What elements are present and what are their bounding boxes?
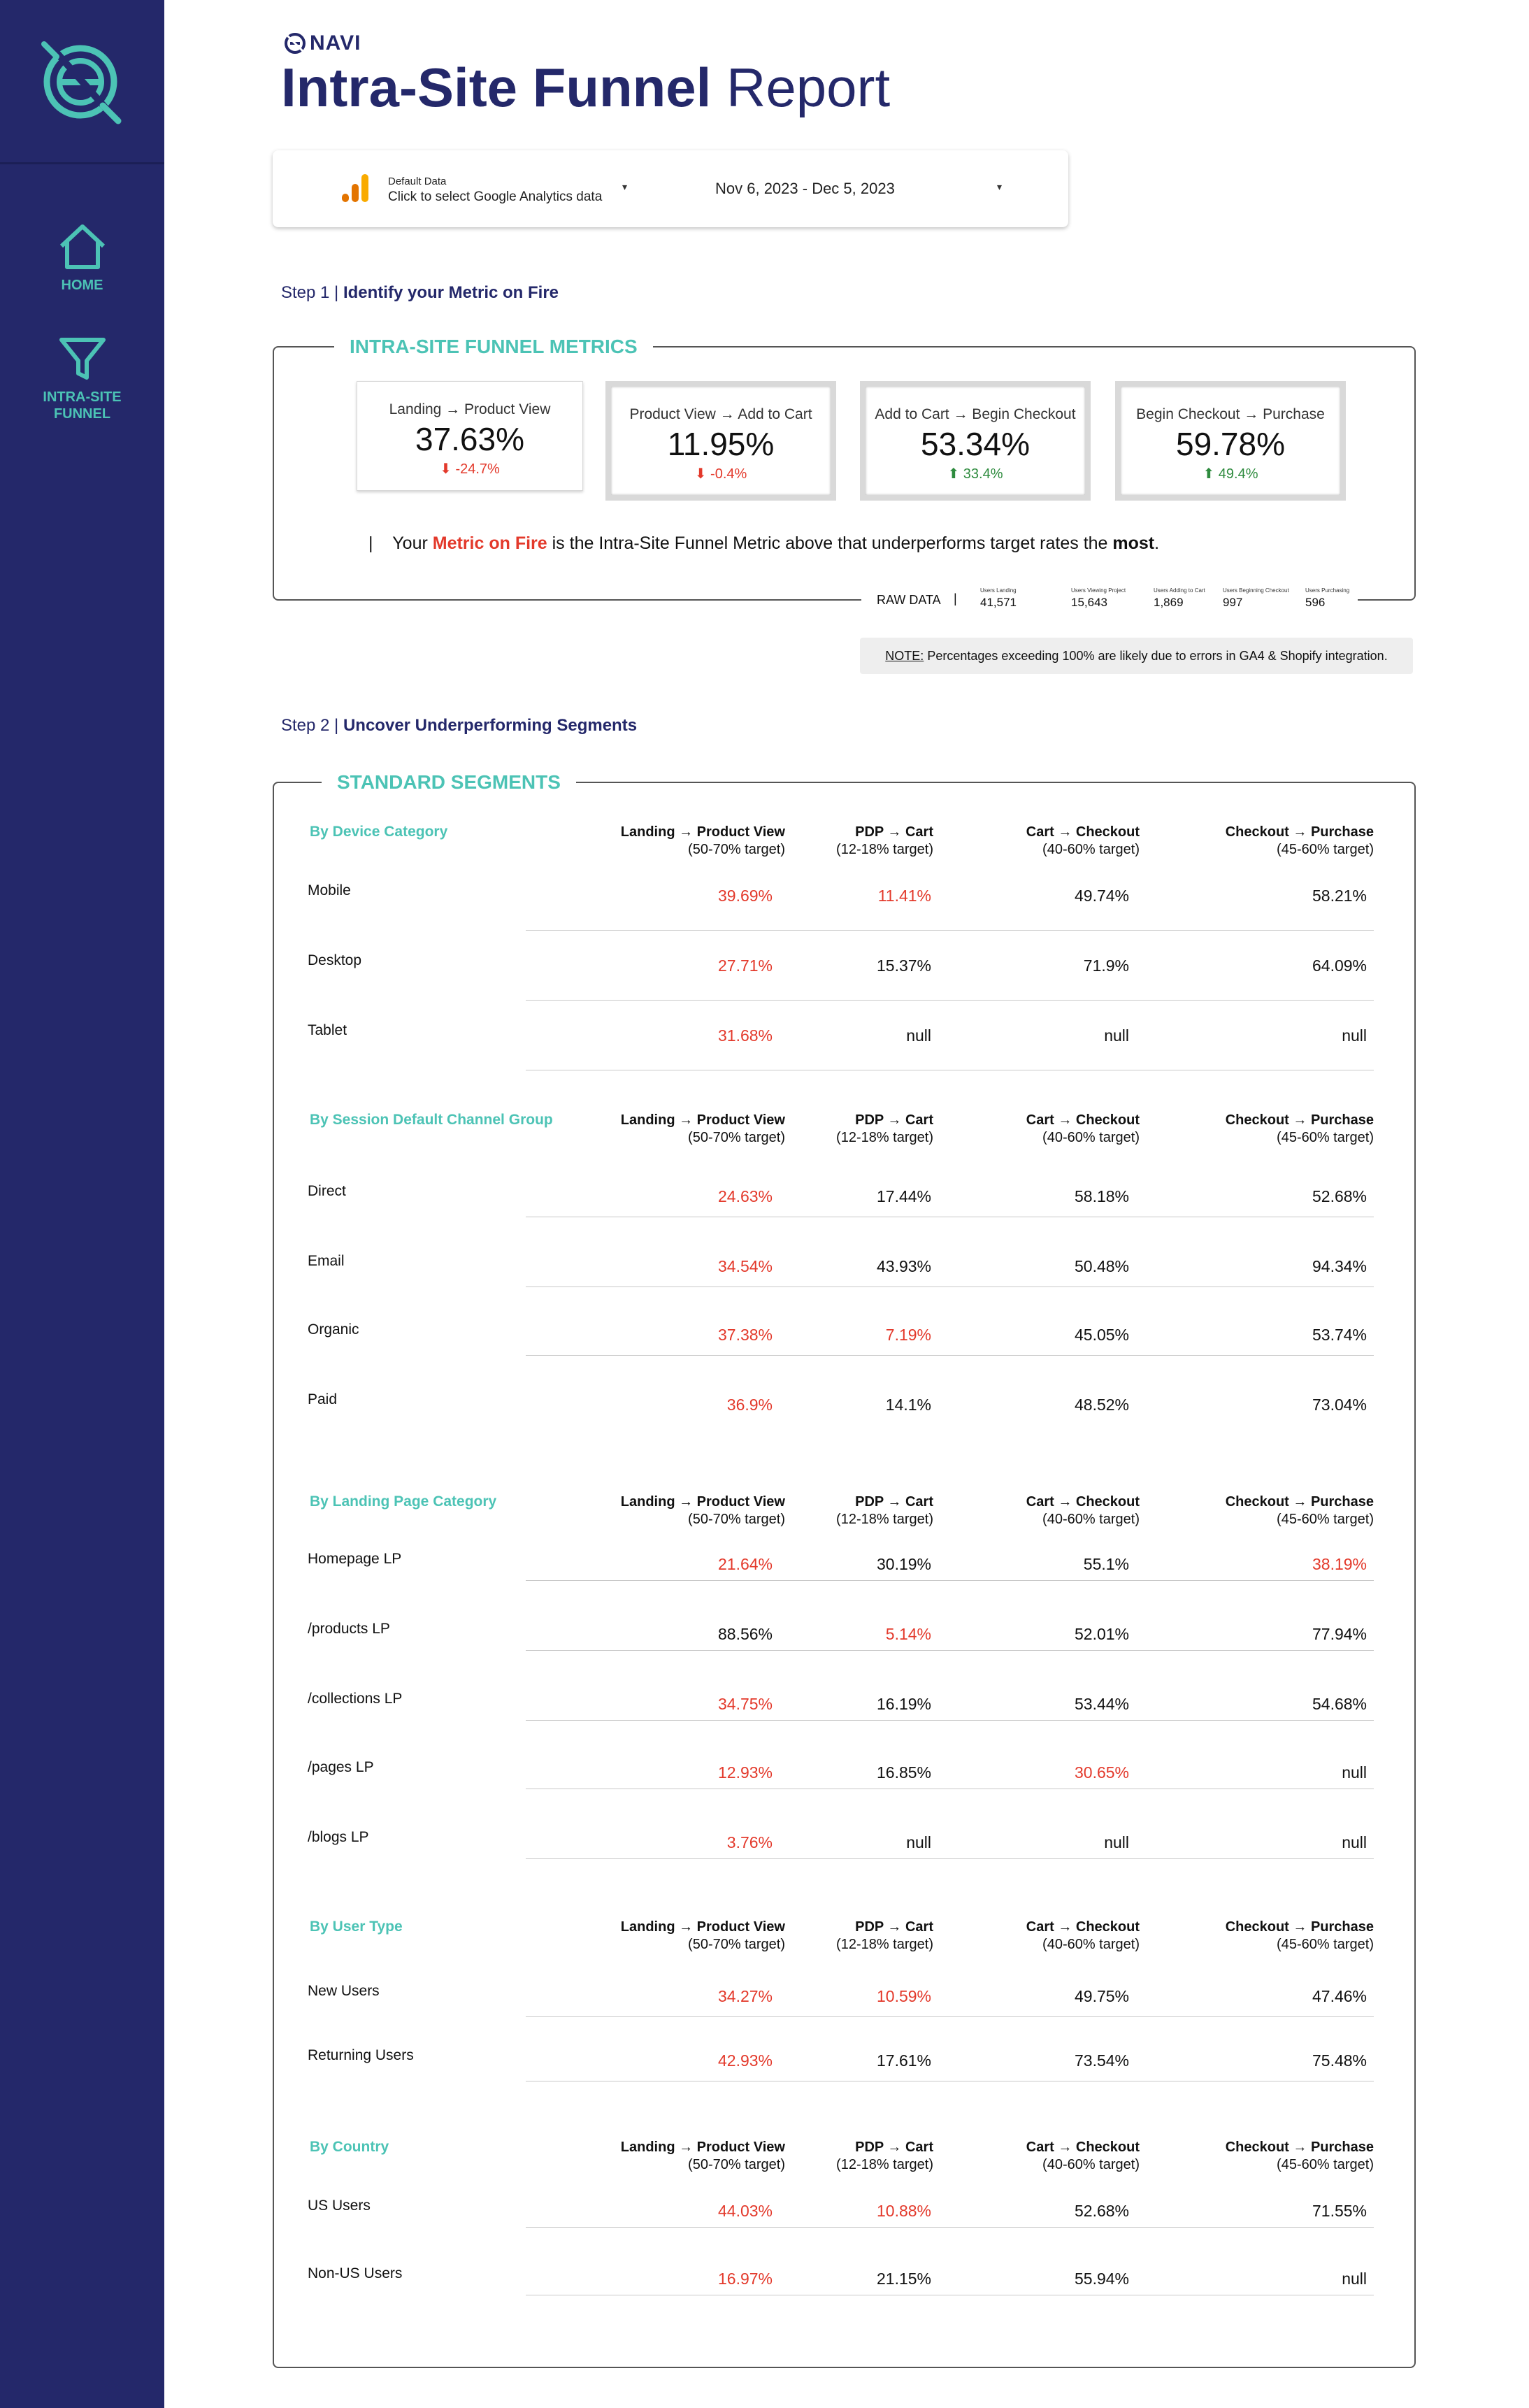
hdr-landing-to-pdp bbox=[621, 824, 785, 859]
cell-cart-to-checkout: 58.18% bbox=[1074, 1187, 1129, 1205]
kpi-label: Begin Checkout → Purchase bbox=[1136, 406, 1325, 422]
column-header-target: (50-70% target) bbox=[688, 1130, 785, 1145]
hdr-cart-to-checkout bbox=[1026, 824, 1140, 859]
kpi-value: 37.63% bbox=[415, 421, 524, 457]
kpi-delta bbox=[866, 465, 1085, 482]
segment-row-label: /blogs LP bbox=[308, 1829, 369, 1845]
column-header-name: Checkout → Purchase bbox=[1225, 824, 1374, 840]
note-prefix: NOTE: bbox=[885, 649, 924, 663]
row-divider bbox=[526, 1720, 1374, 1721]
page-title-regular: Report bbox=[726, 57, 891, 118]
hdr-pdp-to-cart bbox=[836, 1112, 933, 1147]
cell-pdp-to-cart: 5.14% bbox=[885, 1625, 931, 1643]
column-header-name: Cart → Checkout bbox=[1026, 1919, 1140, 1935]
kpi-label: Product View → Add to Cart bbox=[629, 406, 812, 422]
raw-item-value: 596 bbox=[1305, 596, 1326, 609]
column-header-target: (12-18% target) bbox=[836, 2157, 933, 2172]
column-header-target: (12-18% target) bbox=[836, 842, 933, 857]
column-header-target: (12-18% target) bbox=[836, 1512, 933, 1527]
cell-landing-to-pdp: 16.97% bbox=[717, 2270, 773, 2288]
column-header-name: Checkout → Purchase bbox=[1225, 1112, 1374, 1128]
cell-pdp-to-cart: 16.19% bbox=[876, 1695, 931, 1713]
segment-row-label: Tablet bbox=[308, 1022, 347, 1038]
integration-note bbox=[860, 638, 1413, 674]
nav-home[interactable] bbox=[0, 222, 164, 294]
segment-row-label: Organic bbox=[308, 1321, 359, 1338]
row-divider bbox=[526, 1580, 1374, 1581]
home-icon bbox=[57, 222, 108, 271]
cell-cart-to-checkout: 55.94% bbox=[1074, 2270, 1129, 2288]
kpi-landing-to-product-view bbox=[357, 381, 583, 491]
cell-landing-to-pdp: 37.38% bbox=[717, 1326, 773, 1344]
cell-landing-to-pdp: 21.64% bbox=[717, 1555, 773, 1573]
cell-landing-to-pdp: 34.27% bbox=[717, 1987, 773, 2005]
column-header-target: (40-60% target) bbox=[1042, 842, 1140, 857]
hdr-landing-to-pdp bbox=[621, 2139, 785, 2174]
cell-cart-to-checkout: 53.44% bbox=[1074, 1695, 1129, 1713]
cell-checkout-to-purchase: 73.04% bbox=[1312, 1396, 1367, 1414]
raw-data-divider: | bbox=[954, 592, 957, 605]
row-divider bbox=[526, 2227, 1374, 2228]
raw-users-purchasing bbox=[1305, 587, 1349, 610]
cell-pdp-to-cart: 15.37% bbox=[876, 956, 931, 975]
row-divider bbox=[526, 1650, 1374, 1651]
segment-row-label: Email bbox=[308, 1253, 345, 1269]
step-1-title: Identify your Metric on Fire bbox=[343, 283, 559, 302]
segment-row-label: Returning Users bbox=[308, 2047, 414, 2063]
raw-item-label: Users Viewing Project bbox=[1071, 587, 1126, 594]
column-header-name: PDP → Cart bbox=[855, 2140, 933, 2155]
hdr-pdp-to-cart bbox=[836, 1919, 933, 1954]
column-header-name: PDP → Cart bbox=[855, 1919, 933, 1935]
kpi-delta-value: -0.4% bbox=[710, 466, 747, 482]
cell-pdp-to-cart: 17.44% bbox=[876, 1187, 931, 1205]
cell-landing-to-pdp: 36.9% bbox=[726, 1396, 773, 1414]
cell-checkout-to-purchase: null bbox=[1342, 2270, 1367, 2288]
standard-segments-title: STANDARD SEGMENTS bbox=[322, 771, 576, 794]
cell-checkout-to-purchase: 54.68% bbox=[1312, 1695, 1367, 1713]
column-header-name: Cart → Checkout bbox=[1026, 824, 1140, 840]
cell-cart-to-checkout: null bbox=[1104, 1026, 1129, 1045]
data-control-bar bbox=[273, 150, 1068, 227]
column-header-target: (45-60% target) bbox=[1277, 2157, 1374, 2172]
column-header-name: Checkout → Purchase bbox=[1225, 2140, 1374, 2155]
cell-pdp-to-cart: 10.59% bbox=[876, 1987, 931, 2005]
raw-item-value: 41,571 bbox=[980, 596, 1017, 609]
row-divider bbox=[526, 2016, 1374, 2017]
row-divider bbox=[526, 1858, 1374, 1859]
segment-row-label: Mobile bbox=[308, 882, 351, 898]
column-header-name: PDP → Cart bbox=[855, 824, 933, 840]
cell-cart-to-checkout: 30.65% bbox=[1074, 1763, 1129, 1782]
arrow-down-icon: ⬇ bbox=[440, 461, 456, 477]
column-header-target: (50-70% target) bbox=[688, 1937, 785, 1952]
arrow-up-icon: ⬆ bbox=[1203, 466, 1219, 482]
segment-row-label: Non-US Users bbox=[308, 2265, 403, 2281]
cell-landing-to-pdp: 27.71% bbox=[717, 956, 773, 975]
cell-checkout-to-purchase: 58.21% bbox=[1312, 887, 1367, 905]
nav-intra-site-funnel[interactable] bbox=[0, 334, 164, 422]
cell-landing-to-pdp: 31.68% bbox=[717, 1026, 773, 1045]
hdr-pdp-to-cart bbox=[836, 1493, 933, 1528]
raw-data-label: RAW DATA bbox=[877, 593, 941, 607]
navi-logo-icon[interactable] bbox=[38, 38, 126, 126]
hdr-landing-to-pdp bbox=[621, 1919, 785, 1954]
raw-item-label: Users Landing bbox=[980, 587, 1017, 594]
cell-landing-to-pdp: 34.54% bbox=[717, 1257, 773, 1275]
hdr-pdp-to-cart bbox=[836, 2139, 933, 2174]
brand bbox=[283, 29, 361, 57]
column-header-target: (45-60% target) bbox=[1277, 1130, 1374, 1145]
segment-row-label: /pages LP bbox=[308, 1759, 374, 1775]
row-divider bbox=[526, 930, 1374, 931]
cell-cart-to-checkout: 48.52% bbox=[1074, 1396, 1129, 1414]
cell-cart-to-checkout: 73.54% bbox=[1074, 2051, 1129, 2070]
row-divider bbox=[526, 1355, 1374, 1356]
cell-checkout-to-purchase: 94.34% bbox=[1312, 1257, 1367, 1275]
cell-landing-to-pdp: 42.93% bbox=[717, 2051, 773, 2070]
cell-checkout-to-purchase: 47.46% bbox=[1312, 1987, 1367, 2005]
kpi-label: Add to Cart → Begin Checkout bbox=[875, 406, 1076, 422]
column-header-target: (40-60% target) bbox=[1042, 2157, 1140, 2172]
column-header-name: Landing → Product View bbox=[620, 1494, 785, 1510]
kpi-label: Landing → Product View bbox=[389, 401, 551, 417]
column-header-target: (45-60% target) bbox=[1277, 1512, 1374, 1527]
cell-cart-to-checkout: 50.48% bbox=[1074, 1257, 1129, 1275]
nav-home-label: HOME bbox=[61, 278, 103, 293]
page-title bbox=[281, 56, 890, 120]
cell-cart-to-checkout: null bbox=[1104, 1833, 1129, 1851]
hdr-landing-to-pdp bbox=[621, 1493, 785, 1528]
cell-cart-to-checkout: 52.01% bbox=[1074, 1625, 1129, 1643]
kpi-checkout-to-purchase bbox=[1115, 381, 1346, 501]
step-1-heading bbox=[281, 283, 559, 303]
raw-users-adding bbox=[1154, 587, 1205, 610]
hdr-checkout-to-purchase bbox=[1226, 2139, 1374, 2174]
cell-landing-to-pdp: 12.93% bbox=[717, 1763, 773, 1782]
column-header-target: (12-18% target) bbox=[836, 1937, 933, 1952]
step-2-heading bbox=[281, 716, 637, 736]
hdr-checkout-to-purchase bbox=[1226, 1493, 1374, 1528]
segment-row-label: Homepage LP bbox=[308, 1551, 402, 1567]
step-2-title: Uncover Underperforming Segments bbox=[343, 716, 638, 735]
cell-checkout-to-purchase: null bbox=[1342, 1833, 1367, 1851]
cell-pdp-to-cart: 7.19% bbox=[885, 1326, 931, 1344]
cell-checkout-to-purchase: 53.74% bbox=[1312, 1326, 1367, 1344]
hdr-checkout-to-purchase bbox=[1226, 824, 1374, 859]
cell-cart-to-checkout: 49.75% bbox=[1074, 1987, 1129, 2005]
data-source-caret-icon[interactable]: ▾ bbox=[622, 181, 628, 192]
column-header-target: (45-60% target) bbox=[1277, 1937, 1374, 1952]
raw-data-strip bbox=[861, 585, 1358, 612]
kpi-delta-value: 33.4% bbox=[963, 466, 1003, 482]
segment-row-label: Desktop bbox=[308, 952, 362, 968]
cell-pdp-to-cart: 11.41% bbox=[877, 887, 931, 905]
raw-users-viewing bbox=[1071, 587, 1126, 610]
mof-highlight: Metric on Fire bbox=[432, 533, 547, 553]
cell-cart-to-checkout: 55.1% bbox=[1083, 1555, 1129, 1573]
page-title-bold: Intra-Site Funnel bbox=[281, 57, 712, 118]
date-range-picker[interactable]: Nov 6, 2023 - Dec 5, 2023 bbox=[715, 180, 895, 197]
column-header-target: (40-60% target) bbox=[1042, 1512, 1140, 1527]
cell-pdp-to-cart: 43.93% bbox=[876, 1257, 931, 1275]
segment-group-title: By Landing Page Category bbox=[310, 1493, 497, 1510]
funnel-metrics-title: INTRA-SITE FUNNEL METRICS bbox=[334, 336, 653, 358]
cell-checkout-to-purchase: 64.09% bbox=[1312, 956, 1367, 975]
kpi-value: 59.78% bbox=[1175, 426, 1285, 462]
data-source-title[interactable]: Default Data bbox=[388, 175, 447, 187]
column-header-target: (40-60% target) bbox=[1042, 1130, 1140, 1145]
column-header-target: (12-18% target) bbox=[836, 1130, 933, 1145]
hdr-cart-to-checkout bbox=[1026, 2139, 1140, 2174]
raw-item-value: 997 bbox=[1223, 596, 1243, 609]
cell-landing-to-pdp: 34.75% bbox=[717, 1695, 773, 1713]
metric-on-fire-explainer bbox=[368, 533, 1159, 554]
cell-landing-to-pdp: 88.56% bbox=[717, 1625, 773, 1643]
segment-group-title: By Country bbox=[310, 2139, 389, 2155]
segment-row-label: /products LP bbox=[308, 1621, 390, 1637]
cell-pdp-to-cart: 21.15% bbox=[876, 2270, 931, 2288]
segment-row-label: /collections LP bbox=[308, 1691, 403, 1707]
mof-bold: most bbox=[1112, 533, 1155, 553]
raw-users-landing bbox=[980, 587, 1017, 610]
brand-name: NAVI bbox=[310, 31, 361, 55]
column-header-target: (40-60% target) bbox=[1042, 1937, 1140, 1952]
kpi-product-view-to-cart bbox=[605, 381, 836, 501]
mof-divider: | bbox=[368, 533, 393, 553]
hdr-checkout-to-purchase bbox=[1226, 1112, 1374, 1147]
column-header-target: (50-70% target) bbox=[688, 1512, 785, 1527]
standard-segments-panel bbox=[273, 782, 1416, 2368]
cell-pdp-to-cart: 16.85% bbox=[876, 1763, 931, 1782]
column-header-target: (50-70% target) bbox=[688, 842, 785, 857]
segment-row-label: Paid bbox=[308, 1391, 338, 1407]
cell-checkout-to-purchase: 75.48% bbox=[1312, 2051, 1367, 2070]
raw-item-label: Users Adding to Cart bbox=[1154, 587, 1205, 594]
segment-row-label: Direct bbox=[308, 1183, 346, 1199]
column-header-name: Checkout → Purchase bbox=[1225, 1919, 1374, 1935]
data-source-selector[interactable]: Click to select Google Analytics data bbox=[388, 189, 603, 204]
cell-pdp-to-cart: 14.1% bbox=[885, 1396, 931, 1414]
raw-users-checkout bbox=[1223, 587, 1289, 610]
hdr-cart-to-checkout bbox=[1026, 1112, 1140, 1147]
kpi-cart-to-checkout bbox=[860, 381, 1091, 501]
hdr-checkout-to-purchase bbox=[1226, 1919, 1374, 1954]
kpi-delta bbox=[611, 465, 831, 482]
column-header-name: Cart → Checkout bbox=[1026, 1112, 1140, 1128]
column-header-name: Cart → Checkout bbox=[1026, 1494, 1140, 1510]
mof-pre: Your bbox=[392, 533, 433, 553]
funnel-icon bbox=[57, 334, 108, 383]
kpi-delta-value: 49.4% bbox=[1218, 466, 1258, 482]
raw-item-value: 15,643 bbox=[1071, 596, 1107, 609]
mof-end: . bbox=[1154, 533, 1160, 553]
column-header-name: Landing → Product View bbox=[620, 1112, 785, 1128]
raw-item-value: 1,869 bbox=[1154, 596, 1184, 609]
date-range-caret-icon[interactable]: ▾ bbox=[997, 181, 1003, 192]
cell-cart-to-checkout: 71.9% bbox=[1083, 956, 1129, 975]
row-divider bbox=[526, 1000, 1374, 1001]
cell-landing-to-pdp: 44.03% bbox=[717, 2202, 773, 2220]
segment-group-title: By Session Default Channel Group bbox=[310, 1112, 553, 1128]
note-text: Percentages exceeding 100% are likely due to errors in GA4 & Shopify integration. bbox=[924, 649, 1388, 663]
cell-checkout-to-purchase: null bbox=[1342, 1763, 1367, 1782]
cell-landing-to-pdp: 24.63% bbox=[717, 1187, 773, 1205]
arrow-up-icon: ⬆ bbox=[947, 466, 963, 482]
segment-row-label: New Users bbox=[308, 1983, 380, 1999]
kpi-value: 53.34% bbox=[920, 426, 1030, 462]
hdr-cart-to-checkout bbox=[1026, 1919, 1140, 1954]
kpi-delta-value: -24.7% bbox=[455, 461, 500, 477]
cell-pdp-to-cart: 17.61% bbox=[876, 2051, 931, 2070]
cell-pdp-to-cart: 10.88% bbox=[876, 2202, 931, 2220]
column-header-name: PDP → Cart bbox=[855, 1494, 933, 1510]
cell-cart-to-checkout: 45.05% bbox=[1074, 1326, 1129, 1344]
column-header-name: Cart → Checkout bbox=[1026, 2140, 1140, 2155]
segment-row-label: US Users bbox=[308, 2198, 371, 2214]
hdr-pdp-to-cart bbox=[836, 824, 933, 859]
column-header-name: Checkout → Purchase bbox=[1225, 1494, 1374, 1510]
sidebar-logo-area bbox=[0, 0, 164, 164]
mof-mid: is the Intra-Site Funnel Metric above that underperforms target rates the bbox=[547, 533, 1113, 553]
segment-group-title: By Device Category bbox=[310, 824, 448, 840]
column-header-name: Landing → Product View bbox=[620, 824, 785, 840]
column-header-name: Landing → Product View bbox=[620, 1919, 785, 1935]
segment-group-title: By User Type bbox=[310, 1919, 403, 1935]
column-header-name: Landing → Product View bbox=[620, 2140, 785, 2155]
step-2-prefix: Step 2 | bbox=[281, 716, 343, 735]
cell-landing-to-pdp: 3.76% bbox=[726, 1833, 773, 1851]
sidebar bbox=[0, 0, 164, 2408]
kpi-value: 11.95% bbox=[667, 426, 775, 462]
cell-cart-to-checkout: 49.74% bbox=[1074, 887, 1129, 905]
navi-mark-icon bbox=[283, 31, 307, 55]
step-1-prefix: Step 1 | bbox=[281, 283, 343, 302]
raw-item-label: Users Purchasing bbox=[1305, 587, 1350, 594]
column-header-target: (50-70% target) bbox=[688, 2157, 785, 2172]
google-analytics-icon bbox=[339, 171, 371, 205]
cell-checkout-to-purchase: 52.68% bbox=[1312, 1187, 1367, 1205]
nav-funnel-label: INTRA-SITE FUNNEL bbox=[43, 389, 122, 422]
arrow-down-icon: ⬇ bbox=[694, 466, 711, 482]
cell-checkout-to-purchase: null bbox=[1342, 1026, 1367, 1045]
cell-pdp-to-cart: 30.19% bbox=[876, 1555, 931, 1573]
column-header-target: (45-60% target) bbox=[1277, 842, 1374, 857]
kpi-delta bbox=[1121, 465, 1340, 482]
cell-checkout-to-purchase: 38.19% bbox=[1312, 1555, 1367, 1573]
cell-landing-to-pdp: 39.69% bbox=[717, 887, 773, 905]
hdr-cart-to-checkout bbox=[1026, 1493, 1140, 1528]
cell-pdp-to-cart: null bbox=[906, 1833, 931, 1851]
hdr-landing-to-pdp bbox=[621, 1112, 785, 1147]
cell-checkout-to-purchase: 71.55% bbox=[1312, 2202, 1367, 2220]
raw-item-label: Users Beginning Checkout bbox=[1223, 587, 1289, 594]
cell-cart-to-checkout: 52.68% bbox=[1074, 2202, 1129, 2220]
kpi-delta bbox=[357, 460, 582, 478]
column-header-name: PDP → Cart bbox=[855, 1112, 933, 1128]
cell-pdp-to-cart: null bbox=[906, 1026, 931, 1045]
cell-checkout-to-purchase: 77.94% bbox=[1312, 1625, 1367, 1643]
